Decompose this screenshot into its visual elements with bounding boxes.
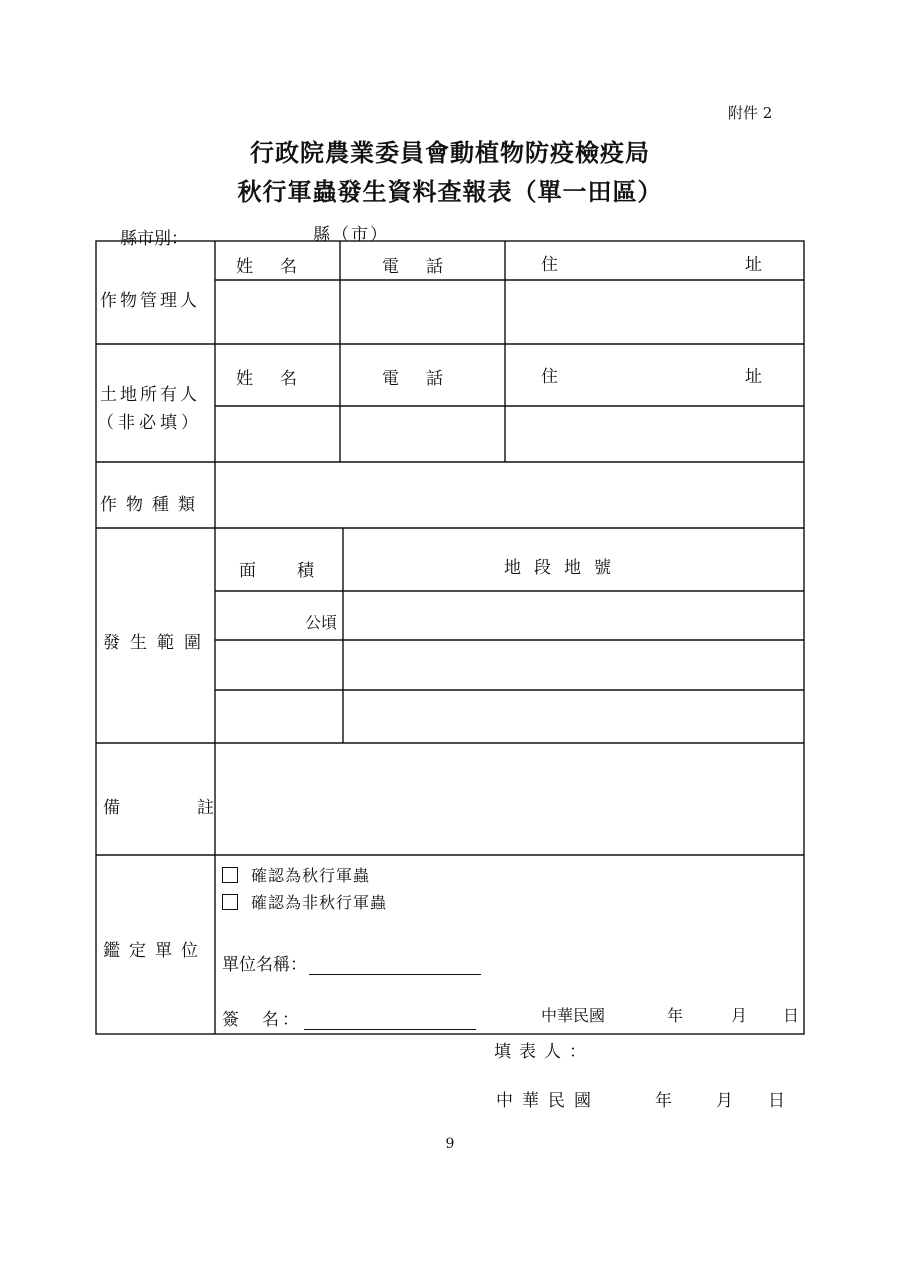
area-header: 面 積 [239, 561, 326, 581]
confirm-not-fall-armyworm-label: 確認為非秋行軍蟲 [251, 893, 388, 912]
identification-date-roc: 中華民國 [541, 1006, 606, 1025]
identification-label: 鑑定單位 [103, 941, 207, 961]
unit-name-blank[interactable] [309, 957, 481, 975]
unit-name-label: 單位名稱： [222, 955, 307, 975]
filler-date-year: 年 [655, 1091, 672, 1111]
attachment-label: 附件 2 [728, 104, 773, 122]
filler-date-day: 日 [768, 1091, 785, 1111]
occurrence-range-label: 發生範圍 [103, 633, 211, 653]
land-owner-phone-header: 電 話 [382, 369, 448, 389]
form-title: 秋行軍蟲發生資料查報表（單一田區） [237, 177, 663, 206]
identification-date-month: 月 [731, 1006, 748, 1025]
land-owner-label: 土地所有人 [100, 385, 200, 405]
identification-date-year: 年 [667, 1006, 684, 1025]
crop-manager-name-header: 姓 名 [236, 257, 302, 277]
county-unit: 縣（市） [313, 225, 389, 245]
crop-manager-address-header-b: 址 [745, 255, 762, 275]
remarks-label-b: 註 [197, 798, 214, 818]
unit-name-field[interactable] [222, 950, 481, 975]
signature-field[interactable] [222, 1005, 476, 1030]
confirm-not-fall-armyworm-checkbox[interactable] [222, 894, 238, 910]
hectare-unit: 公頃 [305, 613, 338, 632]
agency-title: 行政院農業委員會動植物防疫檢疫局 [250, 138, 650, 167]
signature-label: 簽 名： [222, 1010, 302, 1030]
crop-manager-phone-header: 電 話 [382, 257, 448, 277]
land-owner-address-header-a: 住 [541, 367, 558, 387]
crop-type-label: 作物種類 [100, 495, 204, 515]
crop-manager-label: 作物管理人 [100, 291, 200, 311]
report-form [95, 240, 805, 1035]
crop-manager-address-header-a: 住 [541, 255, 558, 275]
confirm-fall-armyworm-label: 確認為秋行軍蟲 [251, 866, 371, 885]
form-filler-label: 填表人： [494, 1042, 594, 1062]
signature-blank[interactable] [304, 1012, 476, 1030]
confirm-fall-armyworm-checkbox[interactable] [222, 867, 238, 883]
page-number: 9 [445, 1136, 455, 1152]
land-owner-name-header: 姓 名 [236, 369, 302, 389]
filler-date-month: 月 [716, 1091, 733, 1111]
filler-date-roc: 中華民國 [496, 1091, 600, 1111]
county-label: 縣市別： [120, 229, 188, 249]
parcel-number-header: 地段地號 [504, 558, 624, 578]
remarks-label-a: 備 [103, 798, 120, 818]
identification-date-day: 日 [783, 1006, 800, 1025]
land-owner-optional-note: （非必填） [97, 413, 202, 433]
land-owner-address-header-b: 址 [745, 367, 762, 387]
